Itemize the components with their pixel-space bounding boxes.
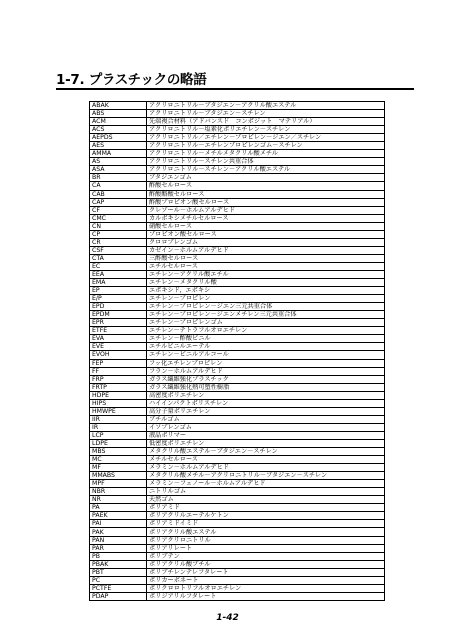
full-name-cell: クレゾール－ホルムアルデヒド xyxy=(147,206,385,214)
abbreviation-cell: PBT xyxy=(90,568,147,576)
abbreviation-cell: BR xyxy=(90,174,147,182)
full-name-cell: ポリブチレンテレフタレート xyxy=(147,568,385,576)
abbreviation-cell: FF xyxy=(90,367,147,375)
abbreviation-cell: LDPE xyxy=(90,439,147,447)
full-name-cell: エチレン－アクリル酸エチル xyxy=(147,270,385,278)
full-name-cell: ポリアクリルエーテルケトン xyxy=(147,512,385,520)
table-row xyxy=(90,480,385,488)
table-row xyxy=(90,319,385,327)
full-name-cell: ポリアミドイミド xyxy=(147,520,385,528)
full-name-cell: ガラス繊維強化プラスチック xyxy=(147,375,385,383)
table-row xyxy=(90,391,385,399)
table-row xyxy=(90,295,385,303)
full-name-cell: ハイインパクトポリスチレン xyxy=(147,399,385,407)
abbreviation-cell: FEP xyxy=(90,359,147,367)
table-row xyxy=(90,383,385,391)
abbreviation-cell: PAEK xyxy=(90,512,147,520)
abbreviation-cell: MBS xyxy=(90,448,147,456)
full-name-cell: エチレン－酢酸ビニル xyxy=(147,335,385,343)
abbreviation-cell: CR xyxy=(90,238,147,246)
full-name-cell: ポリアリレート xyxy=(147,544,385,552)
table-row xyxy=(90,262,385,270)
abbreviation-cell: PAR xyxy=(90,544,147,552)
table-row xyxy=(90,174,385,182)
full-name-cell: アクリロニトリル－メチルメタクリル酸メチル xyxy=(147,150,385,158)
abbreviation-cell: EVE xyxy=(90,343,147,351)
full-name-cell: ポリカーボネート xyxy=(147,576,385,584)
table-row xyxy=(90,576,385,584)
table-row xyxy=(90,230,385,238)
table-row xyxy=(90,536,385,544)
abbreviation-cell: PA xyxy=(90,504,147,512)
abbreviation-cell: ETFE xyxy=(90,327,147,335)
table-row xyxy=(90,568,385,576)
abbreviation-cell: FRP xyxy=(90,375,147,383)
abbreviation-cell: MC xyxy=(90,456,147,464)
full-name-cell: エチレン－プロピレンゴム xyxy=(147,319,385,327)
abbreviation-cell: CF xyxy=(90,206,147,214)
table-row xyxy=(90,504,385,512)
full-name-cell: ポリジアリルフタレート xyxy=(147,592,385,600)
abbreviation-cell: EPD xyxy=(90,303,147,311)
table-row xyxy=(90,544,385,552)
full-name-cell: エチルセルロース xyxy=(147,262,385,270)
full-name-cell: アクリロニトリル－ブタジエン－スチレン xyxy=(147,110,385,118)
full-name-cell: 酢酸プロピオン酸セルロース xyxy=(147,198,385,206)
table-row xyxy=(90,407,385,415)
full-name-cell: 酢酸酪酸セルロース xyxy=(147,190,385,198)
abbreviation-cell: PBAK xyxy=(90,560,147,568)
section-title: 1-7. プラスチックの略語 xyxy=(56,72,207,88)
table-row xyxy=(90,270,385,278)
table-row xyxy=(90,303,385,311)
table-row xyxy=(90,327,385,335)
abbreviation-cell: PAK xyxy=(90,528,147,536)
abbreviation-table xyxy=(89,101,385,601)
full-name-cell: ポリアクリル酸エステル xyxy=(147,528,385,536)
table-row xyxy=(90,439,385,447)
abbreviation-cell: ACM xyxy=(90,118,147,126)
abbreviation-cell: EPDM xyxy=(90,311,147,319)
abbreviation-cell: EVA xyxy=(90,335,147,343)
full-name-cell: 液晶ポリマー xyxy=(147,431,385,439)
table-row xyxy=(90,311,385,319)
table-row xyxy=(90,246,385,254)
full-name-cell: ニトリルゴム xyxy=(147,488,385,496)
table-row xyxy=(90,399,385,407)
abbreviation-cell: PAN xyxy=(90,536,147,544)
table-row xyxy=(90,464,385,472)
full-name-cell: メタクリル酸メチル－アクリロニトリル－ブタジエン－スチレン xyxy=(147,472,385,480)
abbreviation-cell: EMA xyxy=(90,279,147,287)
full-name-cell: メタクリル酸エステル－ブタジエン－スチレン xyxy=(147,448,385,456)
table-row xyxy=(90,375,385,383)
full-name-cell: プロピオン酸セルロース xyxy=(147,230,385,238)
full-name-cell: 高分子量ポリエチレン xyxy=(147,407,385,415)
abbreviation-cell: MMABS xyxy=(90,472,147,480)
full-name-cell: アクリロニトリル－エチレンプロピレンゴム－スチレン xyxy=(147,142,385,150)
full-name-cell: ポリアクリロニトリル xyxy=(147,536,385,544)
table-row xyxy=(90,584,385,592)
full-name-cell: アクリロニトリル／エチレン－プロピレン－ジエン／スチレン xyxy=(147,134,385,142)
table-row xyxy=(90,415,385,423)
table-row xyxy=(90,206,385,214)
full-name-cell: カルボキシメチルセルロース xyxy=(147,214,385,222)
abbreviation-cell: AMMA xyxy=(90,150,147,158)
full-name-cell: ポリアミド xyxy=(147,504,385,512)
table-row xyxy=(90,190,385,198)
abbreviation-cell: MF xyxy=(90,464,147,472)
table-row xyxy=(90,528,385,536)
table-row xyxy=(90,198,385,206)
page-number: 1-42 xyxy=(216,613,239,623)
abbreviation-cell: EP xyxy=(90,287,147,295)
full-name-cell: 高密度ポリエチレン xyxy=(147,391,385,399)
table-row xyxy=(90,118,385,126)
abbreviation-cell: AS xyxy=(90,158,147,166)
full-name-cell: エポキシド，エポキシ xyxy=(147,287,385,295)
abbreviation-cell: AES xyxy=(90,142,147,150)
full-name-cell: エチレン－メタクリル酸 xyxy=(147,279,385,287)
abbreviation-cell: EPR xyxy=(90,319,147,327)
table-row xyxy=(90,238,385,246)
full-name-cell: エチルビニルエーテル xyxy=(147,343,385,351)
full-name-cell: 天然ゴム xyxy=(147,496,385,504)
table-row xyxy=(90,448,385,456)
table-row xyxy=(90,254,385,262)
table-row xyxy=(90,343,385,351)
full-name-cell: ガラス繊維強化熱可塑性樹脂 xyxy=(147,383,385,391)
table-row xyxy=(90,158,385,166)
abbreviation-cell: LCP xyxy=(90,431,147,439)
full-name-cell: アクリロニトリル－スチレン共重合体 xyxy=(147,158,385,166)
abbreviation-cell: E/P xyxy=(90,295,147,303)
abbreviation-cell: MPF xyxy=(90,480,147,488)
abbreviation-cell: ACS xyxy=(90,126,147,134)
abbreviation-cell: HDPE xyxy=(90,391,147,399)
abbreviation-table-body xyxy=(90,102,385,601)
table-row xyxy=(90,359,385,367)
abbreviation-cell: ABS xyxy=(90,110,147,118)
abbreviation-cell: IIR xyxy=(90,415,147,423)
full-name-cell: ポリクロロトリフルオロエチレン xyxy=(147,584,385,592)
abbreviation-cell: ABAK xyxy=(90,102,147,110)
full-name-cell: フッ化エチレンプロピレン xyxy=(147,359,385,367)
abbreviation-cell: CMC xyxy=(90,214,147,222)
table-row xyxy=(90,287,385,295)
full-name-cell: クロロプレンゴム xyxy=(147,238,385,246)
table-row xyxy=(90,351,385,359)
table-row xyxy=(90,367,385,375)
abbreviation-cell: NR xyxy=(90,496,147,504)
abbreviation-cell: IR xyxy=(90,423,147,431)
abbreviation-cell: PCTFE xyxy=(90,584,147,592)
table-row xyxy=(90,592,385,600)
full-name-cell: エチレン－ビニルアルコール xyxy=(147,351,385,359)
abbreviation-cell: CP xyxy=(90,230,147,238)
full-name-cell: エチレン－テトラフルオロエチレン xyxy=(147,327,385,335)
abbreviation-cell: EEA xyxy=(90,270,147,278)
full-name-cell: エチレン－プロピレン－ジエンメチレン三元共重合体 xyxy=(147,311,385,319)
table-row xyxy=(90,520,385,528)
full-name-cell: ブチルゴム xyxy=(147,415,385,423)
abbreviation-cell: PDAP xyxy=(90,592,147,600)
table-row xyxy=(90,488,385,496)
abbreviation-cell: PC xyxy=(90,576,147,584)
abbreviation-cell: CTA xyxy=(90,254,147,262)
full-name-cell: エチレン－プロピレン－ジエン三元共重合体 xyxy=(147,303,385,311)
full-name-cell: ブタジエンゴム xyxy=(147,174,385,182)
full-name-cell: 硝酸セルロース xyxy=(147,222,385,230)
table-row xyxy=(90,166,385,174)
table-row xyxy=(90,142,385,150)
table-row xyxy=(90,214,385,222)
table-row xyxy=(90,134,385,142)
table-row xyxy=(90,279,385,287)
table-row xyxy=(90,512,385,520)
full-name-cell: メラミン－ホルムアルデヒド xyxy=(147,464,385,472)
abbreviation-cell: EVOH xyxy=(90,351,147,359)
table-row xyxy=(90,472,385,480)
title-underline xyxy=(56,88,414,90)
table-row xyxy=(90,456,385,464)
full-name-cell: 酢酸セルロース xyxy=(147,182,385,190)
table-row xyxy=(90,126,385,134)
abbreviation-cell: EC xyxy=(90,262,147,270)
table-row xyxy=(90,423,385,431)
table-row xyxy=(90,496,385,504)
table-row xyxy=(90,150,385,158)
table-row xyxy=(90,335,385,343)
abbreviation-cell: CAB xyxy=(90,190,147,198)
abbreviation-cell: PAI xyxy=(90,520,147,528)
abbreviation-cell: FRTP xyxy=(90,383,147,391)
abbreviation-cell: HIPS xyxy=(90,399,147,407)
full-name-cell: カゼイン－ホルムアルデヒド xyxy=(147,246,385,254)
table-row xyxy=(90,110,385,118)
full-name-cell: 先端複合材料（アドバンスド コンポジット マテリアル） xyxy=(147,118,385,126)
table-row xyxy=(90,222,385,230)
table-row xyxy=(90,182,385,190)
full-name-cell: エチレン－プロピレン xyxy=(147,295,385,303)
full-name-cell: ポリブテン xyxy=(147,552,385,560)
table-row xyxy=(90,552,385,560)
abbreviation-cell: ASA xyxy=(90,166,147,174)
abbreviation-cell: CSF xyxy=(90,246,147,254)
abbreviation-cell: PB xyxy=(90,552,147,560)
full-name-cell: イソプレンゴム xyxy=(147,423,385,431)
full-name-cell: ポリアクリル酸ブチル xyxy=(147,560,385,568)
full-name-cell: アクリロニトリル－スチレン－アクリル酸エステル xyxy=(147,166,385,174)
full-name-cell: メラミン－フェノール－ホルムアルデヒド xyxy=(147,480,385,488)
table-row xyxy=(90,431,385,439)
abbreviation-cell: CAP xyxy=(90,198,147,206)
full-name-cell: 低密度ポリエチレン xyxy=(147,439,385,447)
abbreviation-cell: CA xyxy=(90,182,147,190)
full-name-cell: フラン－ホルムアルデヒド xyxy=(147,367,385,375)
table-row xyxy=(90,560,385,568)
full-name-cell: アクリロニトリル－ブタジエン－アクリル酸エステル xyxy=(147,102,385,110)
abbreviation-cell: CN xyxy=(90,222,147,230)
abbreviation-cell: HMWPE xyxy=(90,407,147,415)
table-row xyxy=(90,102,385,110)
abbreviation-cell: AEPDS xyxy=(90,134,147,142)
abbreviation-cell: NBR xyxy=(90,488,147,496)
full-name-cell: アクリロニトリル－塩素化ポリエチレン－スチレン xyxy=(147,126,385,134)
full-name-cell: 三酢酸セルロース xyxy=(147,254,385,262)
full-name-cell: メチルセルロース xyxy=(147,456,385,464)
